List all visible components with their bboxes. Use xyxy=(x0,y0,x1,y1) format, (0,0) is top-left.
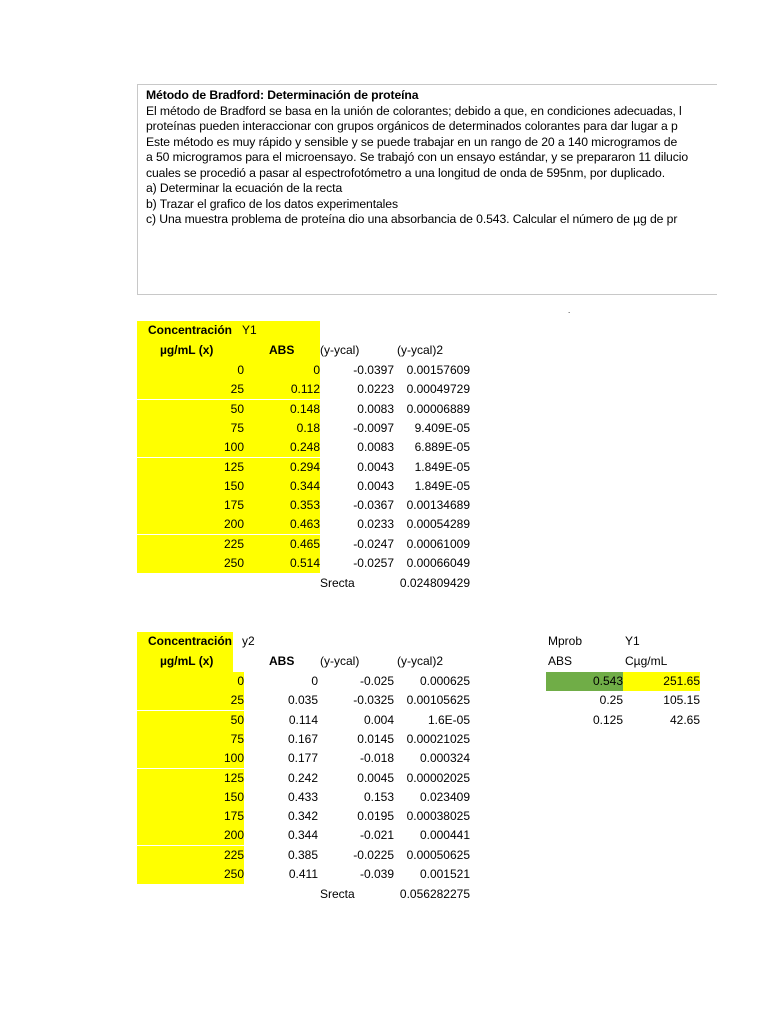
table1-cell-sq: 1.849E-05 xyxy=(414,459,470,474)
table2-cell-abs: 0.342 xyxy=(287,809,318,824)
table2-cell-diff: 0.0145 xyxy=(357,731,394,746)
table2-cell-x: 150 xyxy=(137,788,244,807)
mprob-cell-abs: 0.543 xyxy=(546,672,623,691)
table1-cell-diff: 0.0083 xyxy=(357,401,394,416)
table2-cell-diff: -0.0225 xyxy=(353,847,394,862)
table1-header-sq: (y-ycal)2 xyxy=(397,343,444,357)
mprob-header-mprob: Mprob xyxy=(548,634,583,648)
table2-cell-diff: 0.0045 xyxy=(357,770,394,785)
table2-cell-abs: 0.177 xyxy=(287,751,318,766)
mprob-cell-abs: 0.25 xyxy=(599,693,623,708)
mprob-cell-abs: 0.125 xyxy=(592,712,623,727)
stray-dot: . xyxy=(568,306,571,315)
table1-cell-diff: -0.0247 xyxy=(353,536,394,551)
problem-line: cuales se procedió a pasar al espectrofotómetro a una longitud de onda de 595nm, por duplicado. xyxy=(146,165,665,180)
table2-cell-x: 250 xyxy=(137,865,244,884)
table2-header-sq: (y-ycal)2 xyxy=(397,654,444,668)
table1-cell-abs: 0.514 xyxy=(244,554,320,573)
table2-cell-x: 0 xyxy=(137,672,244,691)
table2-cell-x: 100 xyxy=(137,749,244,768)
table1-cell-x: 125 xyxy=(137,458,244,477)
table1-cell-sq: 0.00066049 xyxy=(406,556,470,570)
table1-cell-x: 75 xyxy=(137,419,244,438)
table1-cell-abs: 0.112 xyxy=(244,380,320,399)
table2-cell-x: 175 xyxy=(137,807,244,826)
table1-cell-diff: 0.0233 xyxy=(357,517,394,532)
table1-cell-sq: 0.00134689 xyxy=(406,498,470,513)
table1-cell-diff: 0.0043 xyxy=(357,459,394,474)
table2-cell-sq: 0.001521 xyxy=(419,867,470,881)
problem-line: Este método es muy rápido y sensible y se puede trabajar en un rango de 20 a 140 microgramos de xyxy=(146,134,678,149)
table2-header-abs: ABS xyxy=(269,654,295,668)
table1-header-series: Y1 xyxy=(242,323,257,337)
problem-line: b) Trazar el grafico de los datos experimentales xyxy=(146,196,398,211)
table1-header-unit: µg/mL (x) xyxy=(160,343,214,357)
table1-cell-sq: 0.00054289 xyxy=(406,517,470,532)
table1-cell-x: 150 xyxy=(137,477,244,496)
table2-cell-x: 125 xyxy=(137,769,244,788)
table2-cell-sq: 1.6E-05 xyxy=(427,712,470,727)
table2-cell-diff: -0.025 xyxy=(359,674,394,688)
table1-cell-abs: 0.148 xyxy=(244,400,320,419)
table2-cell-abs: 0.114 xyxy=(288,712,318,727)
table1-header-concentration: Concentración xyxy=(148,323,233,337)
table1-cell-diff: -0.0367 xyxy=(353,498,394,513)
table2-header-series: y2 xyxy=(242,634,255,648)
table2-cell-abs: 0.035 xyxy=(287,693,318,708)
table1-cell-sq: 0.00049729 xyxy=(406,382,470,397)
table1-cell-abs: 0.353 xyxy=(244,496,320,515)
table1-cell-abs: 0.463 xyxy=(244,515,320,534)
table1-cell-sq: 9.409E-05 xyxy=(414,420,470,435)
table1-cell-abs: 0 xyxy=(244,361,320,380)
table2-cell-diff: -0.039 xyxy=(359,867,394,881)
table1-cell-diff: 0.0043 xyxy=(357,478,394,493)
table2-cell-abs: 0.242 xyxy=(287,770,318,785)
table2-srecta-value: 0.056282275 xyxy=(399,887,470,901)
table1-header-abs: ABS xyxy=(269,343,295,357)
table1-cell-sq: 1.849E-05 xyxy=(414,478,470,493)
table2-cell-abs: 0.433 xyxy=(287,789,318,804)
table2-cell-sq: 0.00038025 xyxy=(406,809,470,824)
table1-cell-x: 250 xyxy=(137,554,244,573)
problem-line: El método de Bradford se basa en la unión de colorantes; debido a que, en condiciones adecuadas, l xyxy=(146,103,682,118)
table2-cell-diff: 0.153 xyxy=(363,789,394,804)
table2-cell-abs: 0 xyxy=(311,674,318,688)
table2-header-unit: µg/mL (x) xyxy=(160,654,214,668)
table1-cell-diff: -0.0097 xyxy=(353,420,394,435)
table2-cell-sq: 0.000324 xyxy=(419,751,470,766)
table1-cell-x: 225 xyxy=(137,535,244,554)
mprob-cell-conc: 42.65 xyxy=(669,712,700,727)
table2-cell-abs: 0.385 xyxy=(287,847,318,862)
problem-line: proteínas pueden interaccionar con grupos orgánicos de determinados colorantes para dar lugar a p xyxy=(146,119,678,133)
table1-cell-abs: 0.465 xyxy=(244,535,320,554)
table2-cell-abs: 0.167 xyxy=(287,731,318,746)
table2-header-diff: (y-ycal) xyxy=(320,654,360,668)
table2-cell-diff: -0.021 xyxy=(359,828,394,843)
table1-cell-diff: 0.0083 xyxy=(357,440,394,455)
problem-line: a) Determinar la ecuación de la recta xyxy=(146,181,343,195)
mprob-cell-conc: 251.65 xyxy=(623,672,700,691)
table1-cell-sq: 0.00157609 xyxy=(406,363,470,377)
mprob-header-conc: Cµg/mL xyxy=(625,654,668,668)
table2-cell-sq: 0.00021025 xyxy=(406,731,470,746)
table2-srecta-label: Srecta xyxy=(320,887,355,901)
table1-cell-x: 200 xyxy=(137,515,244,534)
table1-cell-sq: 0.00061009 xyxy=(406,536,470,551)
table2-cell-sq: 0.00105625 xyxy=(406,693,470,708)
problem-title: Método de Bradford: Determinación de proteína xyxy=(146,88,419,102)
table2-cell-sq: 0.023409 xyxy=(419,789,470,804)
table2-cell-x: 75 xyxy=(137,730,244,749)
table1-cell-sq: 6.889E-05 xyxy=(414,440,470,455)
table1-cell-abs: 0.18 xyxy=(244,419,320,438)
table1-cell-x: 100 xyxy=(137,438,244,457)
table2-cell-diff: -0.018 xyxy=(359,751,394,766)
table1-cell-x: 25 xyxy=(137,380,244,399)
table1-cell-x: 0 xyxy=(137,361,244,380)
table2-header-concentration: Concentración xyxy=(148,634,233,648)
problem-line: c) Una muestra problema de proteína dio una absorbancia de 0.543. Calcular el número de µg de pr xyxy=(146,212,678,226)
table1-cell-abs: 0.344 xyxy=(244,477,320,496)
table2-cell-abs: 0.411 xyxy=(288,867,318,881)
table2-cell-sq: 0.000625 xyxy=(419,674,470,688)
table1-srecta-label: Srecta xyxy=(320,576,355,590)
table1-cell-diff: -0.0397 xyxy=(353,363,394,377)
table1-header-diff: (y-ycal) xyxy=(320,343,360,357)
table1-cell-abs: 0.294 xyxy=(244,458,320,477)
table1-cell-abs: 0.248 xyxy=(244,438,320,457)
problem-line: a 50 microgramos para el microensayo. Se trabajó con un ensayo estándar, y se prepararon 11 dilucio xyxy=(146,150,689,164)
table1-cell-x: 50 xyxy=(137,400,244,419)
table1-srecta-value: 0.024809429 xyxy=(399,576,470,590)
table2-cell-x: 200 xyxy=(137,826,244,845)
table2-cell-x: 50 xyxy=(137,711,244,730)
table2-cell-abs: 0.344 xyxy=(287,828,318,843)
table1-cell-diff: -0.0257 xyxy=(353,556,394,570)
table2-cell-sq: 0.00050625 xyxy=(406,847,470,862)
table2-cell-sq: 0.00002025 xyxy=(406,770,470,785)
table2-cell-diff: 0.004 xyxy=(363,712,394,727)
table2-cell-x: 225 xyxy=(137,846,244,865)
mprob-header-abs: ABS xyxy=(548,654,573,668)
mprob-header-y1: Y1 xyxy=(625,634,640,648)
problem-textbox xyxy=(137,84,717,295)
table2-cell-diff: -0.0325 xyxy=(353,693,394,708)
table1-cell-x: 175 xyxy=(137,496,244,515)
table1-cell-diff: 0.0223 xyxy=(357,382,394,397)
table1-cell-sq: 0.00006889 xyxy=(406,401,470,416)
mprob-cell-conc: 105.15 xyxy=(663,693,700,708)
table2-cell-x: 25 xyxy=(137,691,244,710)
table2-cell-sq: 0.000441 xyxy=(419,828,470,843)
table2-cell-diff: 0.0195 xyxy=(357,809,394,824)
